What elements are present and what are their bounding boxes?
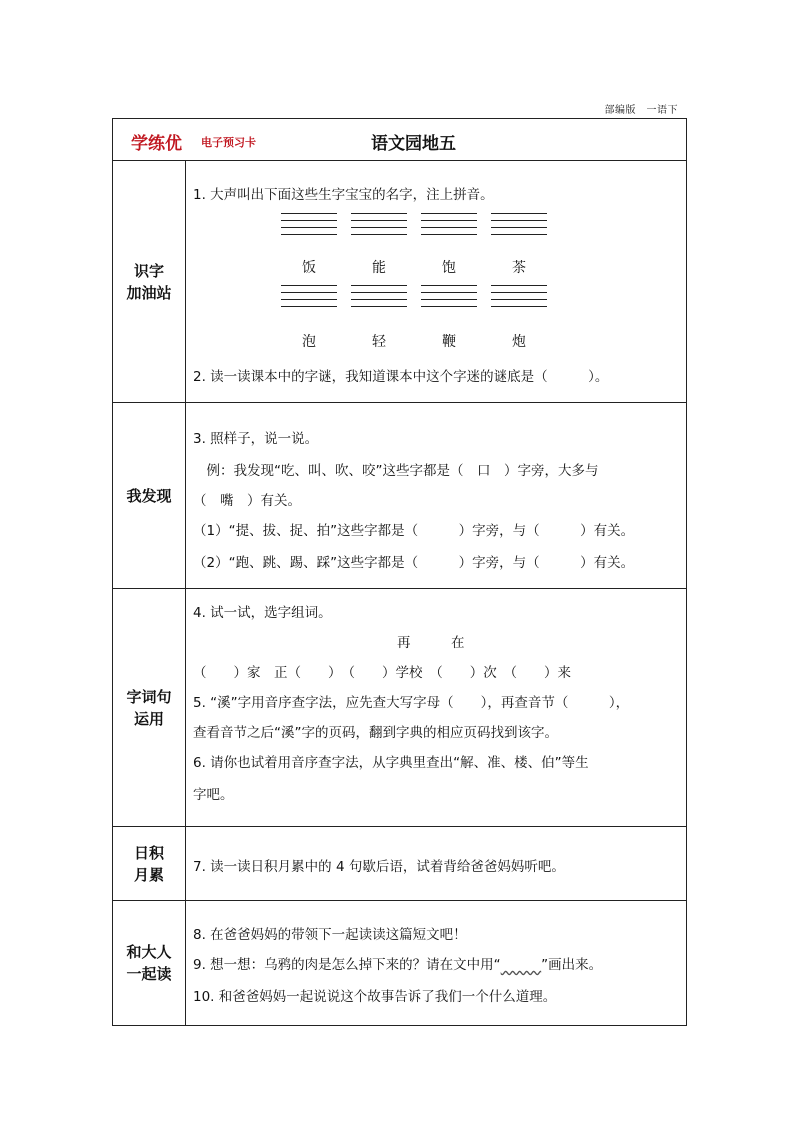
pinyin-lines: [351, 285, 407, 307]
section-words: [113, 589, 686, 827]
section-read-together: [113, 901, 686, 1025]
wavy-line-mark: [501, 957, 542, 973]
section-label: 字词句 运用: [126, 687, 172, 728]
preview-card-table: [112, 118, 687, 1026]
pinyin-lines: [351, 213, 407, 235]
question-9-end: ”画出来。: [541, 957, 603, 973]
character: 鞭: [442, 334, 456, 350]
question-6-cont: 字吧。: [193, 787, 234, 803]
pinyin-lines: [491, 213, 547, 235]
edition-note: 部编版 一语下: [604, 105, 678, 116]
example-line-2: （ 嘴 ）有关。: [193, 493, 301, 509]
question-4: 4. 试一试，选字组词。: [193, 605, 332, 621]
section-daily: [113, 827, 686, 901]
character: 能: [372, 260, 386, 276]
section-label: 识字 加油站: [126, 261, 172, 302]
pinyin-lines: [421, 213, 477, 235]
item-2: （2）“跑、跳、踢、踩”这些字都是（ ）字旁，与（ ）有关。: [193, 555, 635, 571]
section-label: 我发现: [126, 486, 172, 505]
character: 饱: [442, 260, 456, 276]
brand-subtitle: 电子预习卡: [201, 136, 256, 149]
pinyin-lines: [421, 285, 477, 307]
question-7: 7. 读一读日积月累中的 4 句歇后语，试着背给爸爸妈妈听吧。: [193, 859, 565, 875]
example-line-1: 例：我发现“吃、叫、吹、咬”这些字都是（ 口 ）字旁，大多与: [193, 463, 599, 479]
section-label: 日积 月累: [133, 843, 164, 884]
section-literacy: [113, 161, 686, 403]
question-6: 6. 请你也试着用音序查字法，从字典里查出“解、准、楼、伯”等生: [193, 755, 589, 771]
question-5-cont: 查看音节之后“溪”字的页码，翻到字典的相应页码找到该字。: [193, 725, 558, 741]
question-9-text: 9. 想一想：乌鸦的肉是怎么掉下来的？请在文中用“: [193, 957, 501, 973]
question-2: 2. 读一读课本中的字谜，我知道课本中这个字迷的谜底是（ ）。: [193, 369, 609, 385]
header-row: [113, 119, 686, 161]
page-title: 语文园地五: [371, 134, 456, 154]
pinyin-lines: [491, 285, 547, 307]
section-discover: [113, 403, 686, 589]
pinyin-lines: [281, 213, 337, 235]
question-10: 10. 和爸爸妈妈一起说说这个故事告诉了我们一个什么道理。: [193, 989, 557, 1005]
brand-logo: 学练优: [131, 134, 182, 154]
question-9: [193, 953, 680, 973]
item-1: （1）“提、拔、捉、拍”这些字都是（ ）字旁，与（ ）有关。: [193, 523, 635, 539]
character: 轻: [372, 334, 386, 350]
character: 炮: [512, 334, 526, 350]
pinyin-lines: [281, 285, 337, 307]
choice-characters: 再 在: [397, 635, 465, 651]
character: 饭: [302, 260, 316, 276]
character: 茶: [512, 260, 526, 276]
question-3: 3. 照样子，说一说。: [193, 431, 319, 447]
question-1: 1. 大声叫出下面这些生字宝宝的名字，注上拼音。: [193, 187, 494, 203]
section-label: 和大人 一起读: [126, 943, 172, 983]
question-5: 5. “溪”字用音序查字法，应先查大写字母（ ），再查音节（ ），: [193, 695, 630, 711]
question-8: 8. 在爸爸妈妈的带领下一起读读这篇短文吧！: [193, 927, 467, 943]
character: 泡: [302, 334, 316, 350]
fill-blanks: （ ）家 正（ ） （ ）学校 （ ）次 （ ）来: [193, 665, 571, 681]
